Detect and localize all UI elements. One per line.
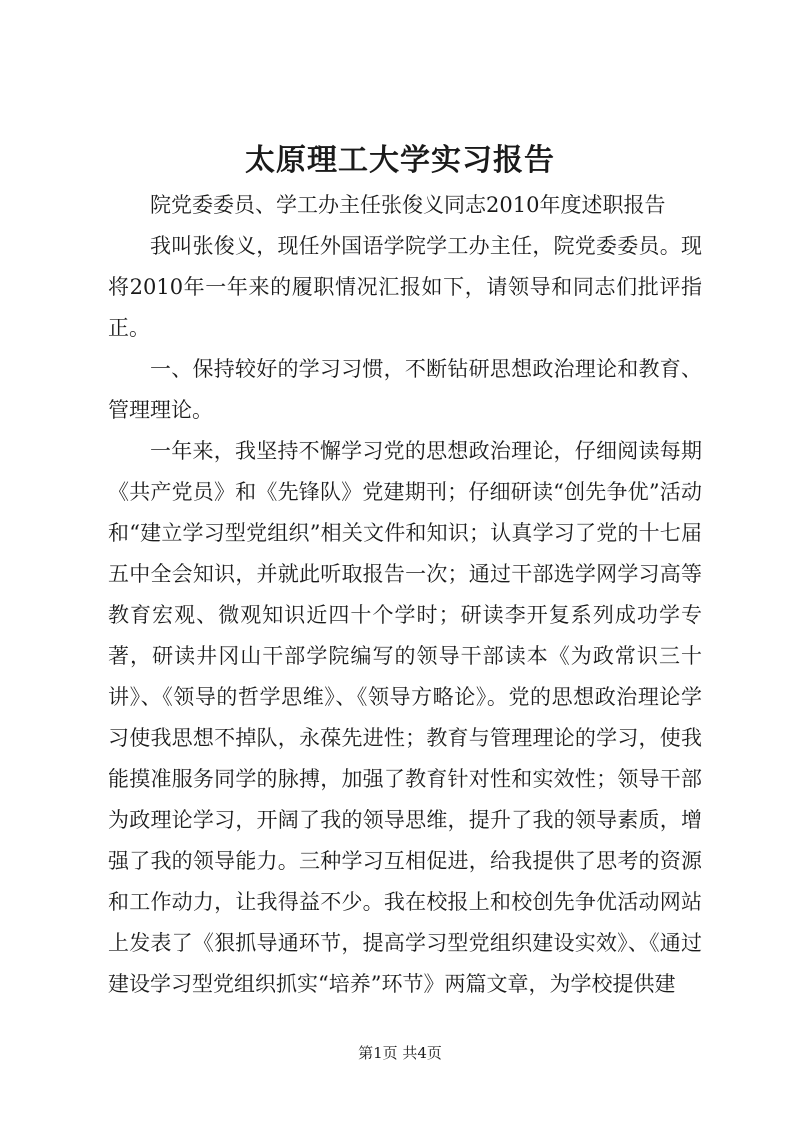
document-body [108,185,702,1005]
section-heading: 一、保持较好的学习习惯，不断钻研思想政治理论和教育、管理理论。 [108,357,702,422]
report-subtitle: 院党委委员、学工办主任张俊义同志2010年度述职报告 [150,193,666,217]
body-paragraph: 一年来，我坚持不懈学习党的思想政治理论，仔细阅读每期《共产党员》和《先锋队》党建期刊；仔细研读“创先争优”活动和“建立学习型党组织”相关文件和知识；认真学习了党的十七届五中全会知识，并就此听取报告一次；通过干部选学网学习高等教育宏观、微观知识近四十个学时；研读李开复系列成功学专著，研读井冈山干部学院编写的领导干部读本《为政常识三十讲》、《领导的哲学思维》、《领导方略论》。党的思想政治理论学习使我思想不掉队，永葆先进性；教育与管理理论的学习，使我能摸准服务同学的脉搏，加强了教育针对性和实效性；领导干部为政理论学习，开阔了我的领导思维，提升了我的领导素质，增强了我的领导能力。三种学习互相促进，给我提供了思考的资源和工作动力，让我得益不少。我在校报上和校创先争优活动网站上发表了《狠抓导通环节，提高学习型党组织建设实效》、《通过建设学习型党组织抓实“培养”环节》两篇文章，为学校提供建 [108,439,702,996]
intro-paragraph: 我叫张俊义，现任外国语学院学工办主任，院党委委员。现将2010年一年来的履职情况汇报如下，请领导和同志们批评指正。 [108,234,702,340]
page-footer: 第1页 共4页 [358,1044,442,1062]
document-title: 太原理工大学实习报告 [245,143,555,178]
